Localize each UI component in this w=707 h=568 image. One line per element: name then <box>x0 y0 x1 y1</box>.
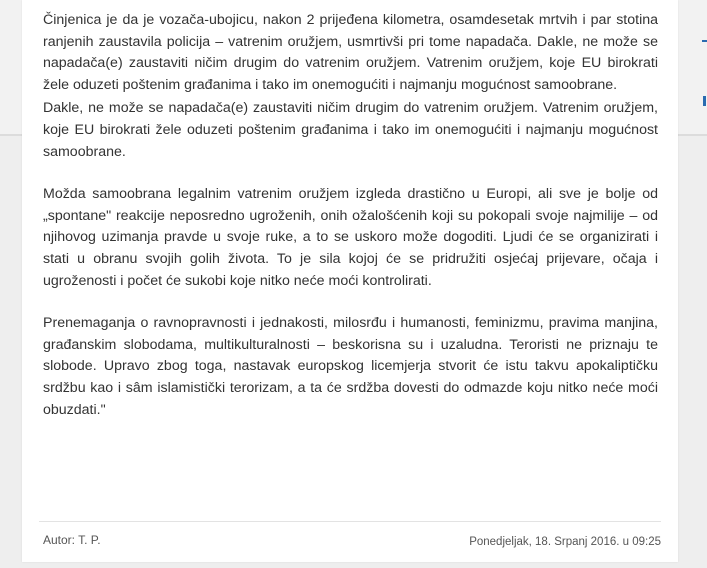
article-paragraph-3: Možda samoobrana legalnim vatrenim oružjem izgleda drastično u Europi, ali sve je bolje od „spontane" reakcije neposredno ugroženih, onih ožalošćenih koji su pokopali svoje najmilije – od njihovog uzimanja pravde u svoje ruke, a to se uskoro može dogoditi. Ljudi će se organizirati i stati u obranu svojih golih života. To je sila kojoj će se pridružiti osjećaj prijevare, očaja i ugroženosti i počet će sukobi koje nitko neće moći kontrolirati. <box>43 186 658 289</box>
right-edge-widget-fragment <box>700 30 707 120</box>
right-edge-mark-bottom <box>703 96 706 106</box>
article-paragraph-1: Činjenica je da je vozača-ubojicu, nakon 2 prijeđena kilometra, osamdesetak mrtvih i par stotina ranjenih zaustavila policija – vatrenim oružjem, usmrtivši pri tome napadača. Dakle, ne može se napadača(e) zaustaviti ničim drugim do vatrenim oružjem. Vatrenim oružjem, koje EU birokrati žele oduzeti poštenim građanima i tako im onemogućiti i najmanju mogućnost samoobrane. <box>43 12 658 93</box>
article-paragraph-4: Prenemaganja o ravnopravnosti i jednakosti, milosrđu i humanosti, feminizmu, pravima manjina, građanskim slobodama, multikulturalnosti – beskorisna su i uzaludna. Teroristi ne priznaju te slobode. Upravo zbog toga, nastavak europskog licemjerja stvorit će istu takvu apokaliptičku srdžbu kao i sâm islamistički terorizam, a ta će srdžba dovesti do odmazde koju nitko neće moći obuzdati." <box>43 315 658 418</box>
article-author <box>43 533 101 547</box>
author-label: Autor: <box>43 533 76 547</box>
footer-divider <box>39 521 661 522</box>
article-body <box>43 10 658 442</box>
article-date: Ponedjeljak, 18. Srpanj 2016. u 09:25 <box>469 536 661 548</box>
right-edge-mark-top <box>702 40 707 42</box>
article-card <box>22 0 678 562</box>
author-name: T. P. <box>78 533 101 547</box>
article-paragraph-2: Dakle, ne može se napadača(e) zaustaviti ničim drugim do vatrenim oružjem. Vatrenim oružjem, koje EU birokrati žele oduzeti poštenim građanima i tako im onemogućiti i najmanju mogućnost samoobrane. <box>43 100 658 160</box>
